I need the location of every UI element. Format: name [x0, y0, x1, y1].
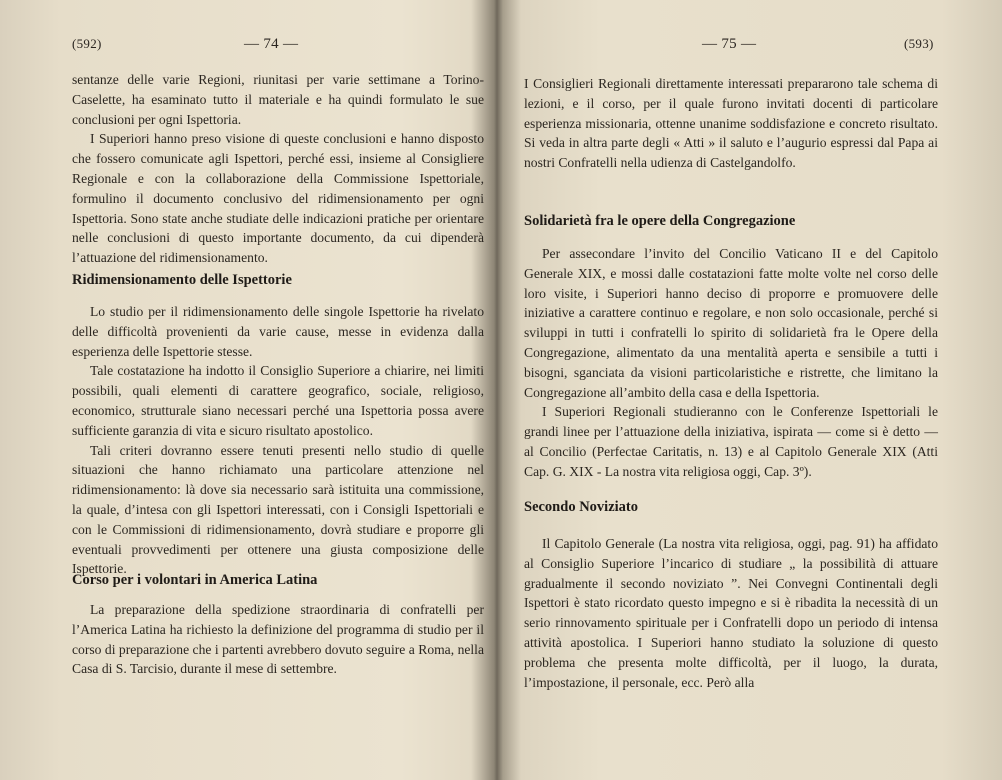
paragraph: Lo studio per il ridimensionamento delle singole Ispettorie ha rivelato delle difficoltà provenienti da varie cause, messe in evidenza dalla esperienza delle Ispettorie stesse. — [72, 304, 484, 359]
paragraph: sentanze delle varie Regioni, riunitasi per varie settimane a Torino-Caselette, ha esaminato tutto il materiale e ha quindi formulato le sue conclusioni per ogni Ispettoria. — [72, 72, 484, 127]
right-body-3 — [524, 534, 938, 692]
section-heading: Ridimensionamento delle Ispettorie — [72, 272, 292, 288]
right-body-2 — [524, 244, 938, 482]
right-section-solidarieta — [524, 212, 938, 232]
left-page-number: — 74 — — [244, 36, 299, 52]
paragraph: Tali criteri dovranno essere tenuti presenti nello studio di quelle situazioni che hanno richiamato una particolare attenzione nel ridimensionamento: là dove sia necessario sarà istituita una commissione, la quale, d’intesa con gli Ispettori interessati, con i Consigli Ispettoriali e con le Commissioni di ridimensionamento, dovrà studiare e proporre gli eventuali provvedimenti per ottenere una giusta composizione delle Ispettorie. — [72, 442, 484, 577]
paragraph: Per assecondare l’invito del Concilio Vaticano II e del Capitolo Generale XIX, e mossi dalle costatazioni fatte molte volte nel corso delle loro visite, i Superiori hanno deciso di proporre e promuovere delle iniziative a carattere continuo e regolare, e non solo occasionale, perché si sviluppi in tutti i confratelli lo spirito di solidarietà fra le Opere della Congregazione, alimentato da una mentalità aperta e sensibile a tutti i bisogni, sganciata da visioni particolaristiche e ristrette, che limitano la Congregazione all’ambito della casa e della Ispettoria. — [524, 246, 938, 400]
paragraph: I Consiglieri Regionali direttamente interessati prepararono tale schema di lezioni, e il corso, per il quale furono invitati docenti di particolare esperienza missionaria, ottenne unanime soddisfazione e concreto risultato. Si veda in altra parte degli « Atti » il saluto e l’augurio espressi dal Papa ai nostri Confratelli nella udienza di Castelgandolfo. — [524, 76, 938, 171]
right-section-noviziato — [524, 498, 938, 518]
paragraph: I Superiori Regionali studieranno con le Conferenze Ispettoriali le grandi linee per l’attuazione della iniziativa, ispirata — come si è detto — al Concilio (Perfectae Caritatis, n. 13) e al Capitolo Generale XIX (Atti Cap. G. XIX - La nostra vita religiosa oggi, Cap. 3º). — [524, 404, 938, 479]
paragraph: I Superiori hanno preso visione di queste conclusioni e hanno disposto che fossero comunicate agli Ispettori, perché essi, insieme al Consigliere Regionale e con la collaborazione della Commissione Ispettoriale, formulino il documento conclusivo del ridimensionamento per ogni Ispettoria. Sono state anche studiate delle indicazioni pratiche per orientare nelle conclusioni di questo importante documento, da cui dipenderà l’attuazione del ridimensionamento. — [72, 131, 484, 266]
right-page-number: — 75 — — [702, 36, 757, 52]
left-page-bracket-number: (592) — [72, 36, 102, 51]
paragraph: Il Capitolo Generale (La nostra vita religiosa, oggi, pag. 91) ha affidato al Consiglio Superiore l’incarico di studiare „ la possibilità di attuare gradualmente il secondo noviziato ”. Nei Convegni Continentali degli Ispettori è stato ricordato questo impegno e si è ribadita la necessità di un serio rinnovamento spirituale per i Confratelli dopo un periodo di intensa attività apostolica. I Superiori hanno studiato la soluzione di questo problema che presenta molte difficoltà, per il luogo, la durata, l’impostazione, il personale, ecc. Però alla — [524, 536, 938, 690]
right-body-1 — [524, 74, 938, 173]
section-heading: Solidarietà fra le opere della Congregazione — [524, 213, 796, 229]
right-page-bracket-number: (593) — [904, 36, 934, 51]
paragraph: Tale costatazione ha indotto il Consiglio Superiore a chiarire, nei limiti possibili, quali elementi di carattere geografico, sociale, religioso, economico, strutturale siano necessari perché una Ispettoria possa avere sufficiente garanzia di vita e sicuro risultato apostolico. — [72, 363, 484, 438]
section-heading: Secondo Noviziato — [524, 499, 638, 515]
section-heading: Corso per i volontari in America Latina — [72, 572, 318, 588]
paragraph: La preparazione della spedizione straordinaria di confratelli per l’America Latina ha richiesto la definizione del programma di studio per il corso di preparazione che i partenti avrebbero dovuto seguire a Roma, nella Casa di S. Tarcisio, durante il mese di settembre. — [72, 602, 484, 677]
